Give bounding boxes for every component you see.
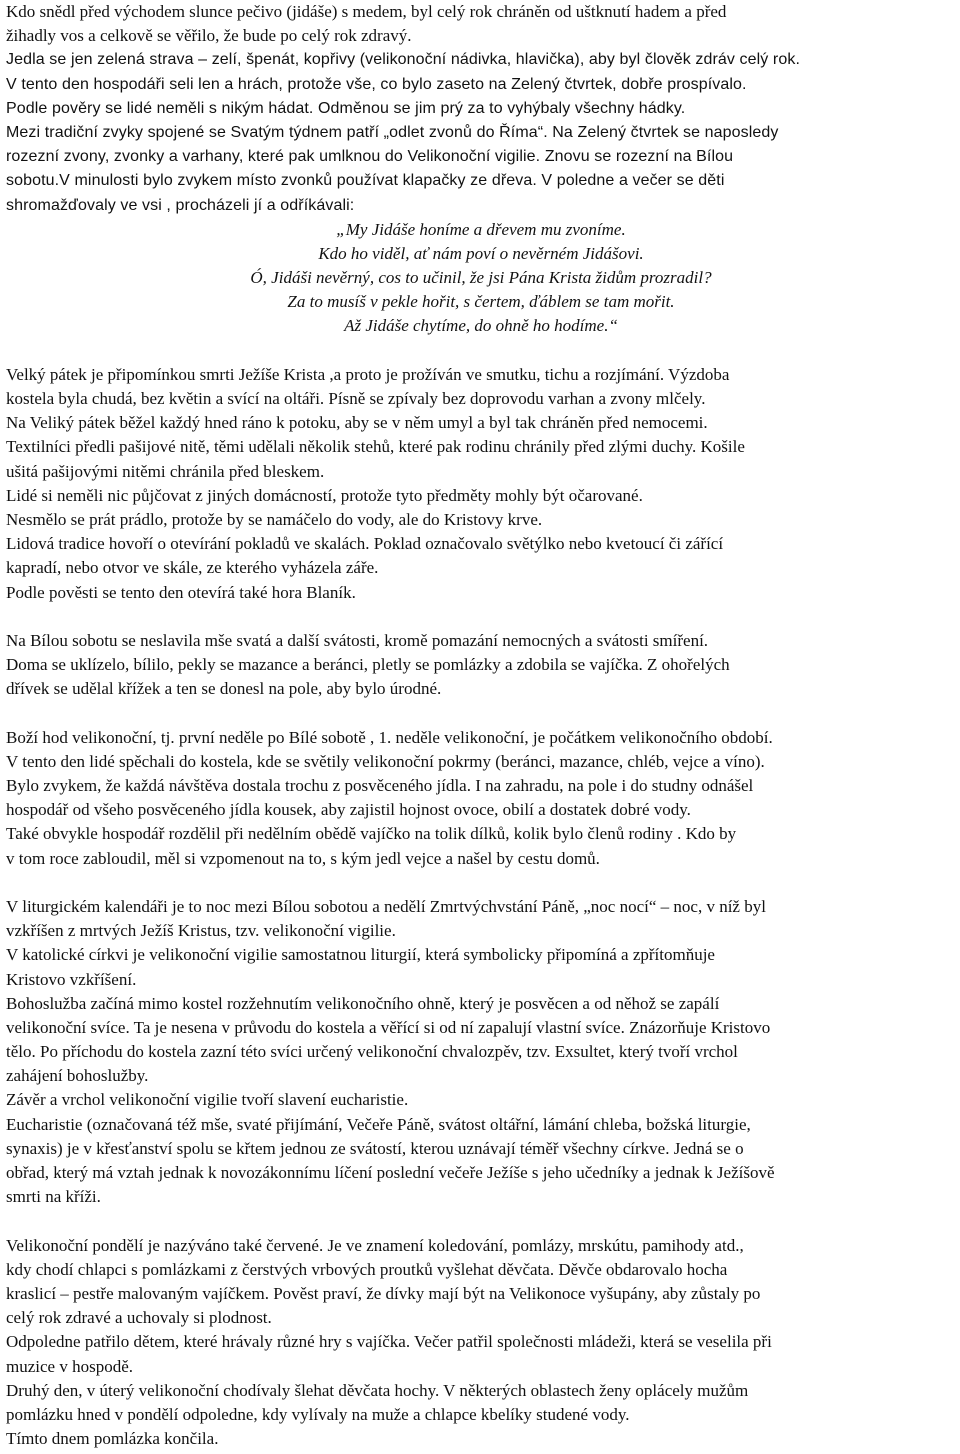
text-line: rozezní zvony, zvonky a varhany, které pak umlknou do Velikonoční vigilie. Znovu se rozezní na Bílou: [6, 148, 734, 166]
text-line: muzice v hospodě.: [6, 1356, 133, 1376]
text-line: vzkříšen z mrtvých Ježíš Kristus, tzv. velikonoční vigilie.: [6, 921, 396, 941]
text-line: Na Bílou sobotu se neslavila mše svatá a další svátosti, kromě pomazání nemocných a svátosti smíření.: [6, 630, 709, 650]
text-line: Bohoslužba začíná mimo kostel rozžehnutím velikonočního ohně, který je posvěcen a od něhož se zapálí: [6, 993, 720, 1013]
text-line: Velikonoční pondělí je nazýváno také červené. Je ve znamení koledování, pomlázy, mrskútu, pamihody atd.,: [6, 1235, 744, 1255]
paragraph-gap: [6, 871, 956, 895]
verse-line: Až Jidáše chytíme, do ohně ho hodíme.“: [344, 316, 618, 336]
text-line: zahájení bohoslužby.: [6, 1066, 149, 1086]
text-line: kostela byla chudá, bez květin a svící na oltáři. Písně se zpívaly bez doprovodu varhan a zvony mlčely.: [6, 389, 706, 408]
text-line: V tento den hospodáři seli len a hrách, protože vše, co bylo zaseto na Zelený čtvrtek, dobře prospívalo.: [6, 75, 747, 93]
text-line: žihadly vos a celkově se věřilo, že bude po celý rok zdravý.: [6, 26, 412, 46]
verse-line: Kdo ho viděl, ať nám poví o nevěrném Jidášovi.: [318, 243, 644, 263]
text-line: Velký pátek je připomínkou smrti Ježíše Krista ,a proto je prožíván ve smutku, tichu a rozjímání. Výzdoba: [6, 364, 730, 384]
text-line: shromažďovaly ve vsi , procházeli jí a odříkávali:: [6, 196, 355, 214]
verse-line: „My Jidáše honíme a dřevem mu zvoníme.: [336, 219, 626, 239]
text-line: Doma se uklízelo, bílilo, pekly se mazance a beránci, pletly se pomlázky a zdobila se vajíčka. Z ohořelých: [6, 655, 730, 675]
text-line: Jedla se jen zelená strava – zelí, špenát, kopřivy (velikonoční nádivka, hlavička), aby byl člověk zdráv celý rok.: [6, 51, 800, 69]
text-line: smrti na kříži.: [6, 1187, 101, 1207]
text-line: velikonoční svíce. Ta je nesena v průvodu do kostela a věřící si od ní zapalují vlastní svíce. Znázorňuje Kristovo: [6, 1017, 771, 1037]
text-line: Kdo snědl před východem slunce pečivo (jidáše) s medem, byl celý rok chráněn od uštknutí hadem a před: [6, 2, 727, 21]
text-line: Podle pověry se lidé neměli s nikým hádat. Odměnou se jim prý za to vyhýbaly všechny hádky.: [6, 99, 686, 117]
text-line: V liturgickém kalendáři je to noc mezi Bílou sobotou a nedělí Zmrtvýchvstání Páně, „noc nocí“ – noc, v níž byl: [6, 896, 766, 916]
text-line: celý rok zdravé a uchovaly si plodnost.: [6, 1308, 272, 1328]
paragraph-gap: [6, 701, 956, 725]
text-line: hospodář od všeho posvěceného jídla kousek, aby zajistil hojnost ovoce, obilí a dostatek dobré vody.: [6, 800, 691, 820]
text-line: sobotu.V minulosti bylo zvykem místo zvonků používat klapačky ze dřeva. V poledne a večer se děti: [6, 172, 725, 190]
text-line: tělo. Po příchodu do kostela zazní této svíci určený velikonoční chvalozpěv, tzv. Exsultet, který tvoří vrchol: [6, 1042, 738, 1062]
text-line: obřad, který má vztah jednak k novozákonnímu líčení poslední večeře Ježíše s jeho učedníky a jednak k Ježíšově: [6, 1163, 775, 1182]
text-line: Kristovo vzkříšení.: [6, 969, 137, 989]
text-line: V katolické církvi je velikonoční vigilie samostatnou liturgií, která symbolicky připomíná a zpřítomňuje: [6, 945, 715, 965]
text-line: Bylo zvykem, že každá návštěva dostala trochu z posvěceného jídla. I na zahradu, na pole i do studny odnášel: [6, 776, 754, 795]
text-line: V tento den lidé spěchali do kostela, kde se světily velikonoční pokrmy (beránci, mazance, chléb, vejce a víno).: [6, 751, 765, 771]
text-line: Také obvykle hospodář rozdělil při nedělním obědě vajíčko na tolik dílků, kolik bylo členů rodiny . Kdo by: [6, 824, 737, 844]
text-line: dřívek se udělal křížek a ten se donesl na pole, aby bylo úrodné.: [6, 679, 442, 699]
text-line: Tímto dnem pomlázka končila.: [6, 1429, 219, 1449]
text-line: Eucharistie (označovaná též mše, svaté přijímání, Večeře Páně, svátost oltářní, lámání chleba, božská liturgie,: [6, 1114, 751, 1134]
text-line: Druhý den, v úterý velikonoční chodívaly šlehat děvčata hochy. V některých oblastech ženy oplácely mužům: [6, 1380, 749, 1400]
text-line: kraslicí – pestře malovaným vajíčkem. Pověst praví, že dívky mají být na Velikonoce vyšupány, aby zůstaly po: [6, 1283, 761, 1303]
verse-line: Za to musíš v pekle hořit, s čertem, ďáblem se tam mořit.: [287, 292, 675, 312]
text-line: v tom roce zabloudil, měl si vzpomenout na to, s kým jedl vejce a našel by cestu domů.: [6, 848, 600, 868]
text-line: kdy chodí chlapci s pomlázkami z čerstvých vrbových proutků vyšlehat děvčata. Děvče obdarovalo hocha: [6, 1259, 728, 1279]
text-line: Závěr a vrchol velikonoční vigilie tvoří slavení eucharistie.: [6, 1090, 409, 1110]
paragraph-gap: [6, 605, 956, 629]
text-line: Podle pověsti se tento den otevírá také hora Blaník.: [6, 582, 356, 602]
text-line: Lidé si neměli nic půjčovat z jiných domácností, protože tyto předměty mohly být očarované.: [6, 485, 643, 505]
text-line: Textilníci předli pašijové nitě, těmi udělali několik stehů, které pak rodinu chránily před zlými duchy. Košile: [6, 437, 745, 457]
text-line: kapradí, nebo otvor ve skále, ze kterého vyházela záře.: [6, 558, 379, 578]
text-line: ušitá pašijovými nitěmi chránila před bleskem.: [6, 461, 325, 481]
document-page: [6, 0, 956, 1451]
text-line: synaxis) je v křesťanství spolu se křtem jednou ze svátostí, kterou uznávají téměř všechny církve. Jedná se o: [6, 1138, 744, 1158]
text-line: Odpoledne patřilo dětem, které hrávaly různé hry s vajíčka. Večer patřil společnosti mládeži, která se veselila při: [6, 1332, 772, 1352]
text-line: Na Veliký pátek běžel každý hned ráno k potoku, aby se v něm umyl a byl tak chráněn před nemocemi.: [6, 413, 708, 433]
text-line: Lidová tradice hovoří o otevírání pokladů ve skalách. Poklad označovalo světýlko nebo kvetoucí či zářící: [6, 534, 724, 554]
text-line: Boží hod velikonoční, tj. první neděle po Bílé sobotě , 1. neděle velikonoční, je počátkem velikonočního období.: [6, 727, 773, 747]
text-line: Nesmělo se prát prádlo, protože by se namáčelo do vody, ale do Kristovy krve.: [6, 509, 543, 529]
text-line: Mezi tradiční zvyky spojené se Svatým týdnem patří „odlet zvonů do Říma“. Na Zelený čtvrtek se naposledy: [6, 123, 779, 141]
paragraph-gap: [6, 339, 956, 363]
verse-line: Ó, Jidáši nevěrný, cos to učinil, že jsi Pána Krista židům prozradil?: [250, 268, 712, 288]
paragraph-gap: [6, 1209, 956, 1233]
text-line: pomlázku hned v pondělí odpoledne, kdy vylívaly na muže a chlapce kbelíky studené vody.: [6, 1404, 630, 1424]
